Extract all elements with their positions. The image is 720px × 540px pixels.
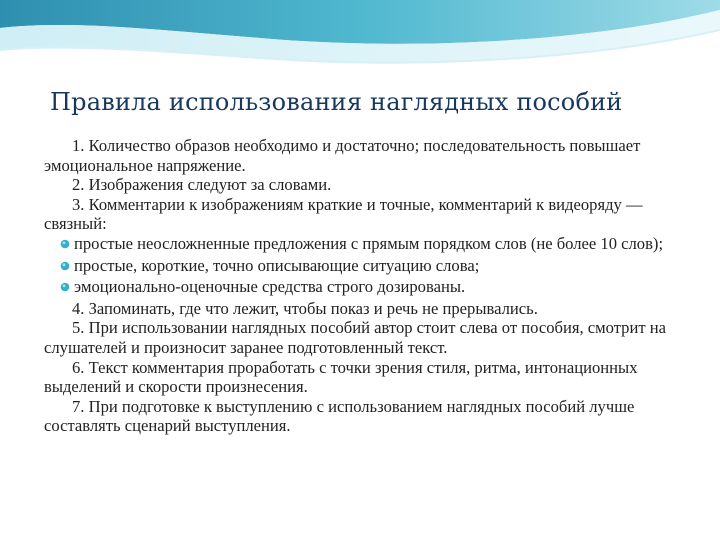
bullet-circle-icon [60,282,70,292]
numbered-paragraph: 1. Количество образов необходимо и достаточно; последовательность повышает эмоциональное напряжение. [44,136,641,175]
numbered-paragraph: 3. Комментарии к изображениям краткие и точные, комментарий к видеоряду — связный: [44,194,643,234]
bullet-text: эмоционально-оценочные средства строго дозированы. [74,277,466,297]
numbered-paragraph: 4. Запоминать, где что лежит, чтобы показ и речь не прерывались. [72,298,538,318]
bullet-item [44,234,684,254]
slide-body [44,136,684,436]
bullet-circle-icon [60,261,70,271]
numbered-paragraph: 7. При подготовке к выступлению с использованием наглядных пособий лучше составлять сценарий выступления. [44,396,635,436]
numbered-paragraph: 6. Текст комментария проработать с точки зрения стиля, ритма, интонационных выделений и скорости произнесения. [44,357,638,397]
bullet-circle-icon [60,239,70,249]
numbered-paragraph: 2. Изображения следуют за словами. [72,175,332,195]
numbered-paragraph: 5. При использовании наглядных пособий автор стоит слева от пособия, смотрит на слушателей и произносит заранее подготовленный текст. [44,318,667,357]
bullet-item [44,256,684,276]
slide-title: Правила использования наглядных пособий [50,88,623,116]
bullet-text: простые неосложненные предложения с прямым порядком слов (не более 10 слов); [74,233,664,253]
header-wave-decoration [0,0,720,90]
bullet-item [44,277,684,297]
bullet-text: простые, короткие, точно описывающие ситуацию слова; [74,255,480,275]
